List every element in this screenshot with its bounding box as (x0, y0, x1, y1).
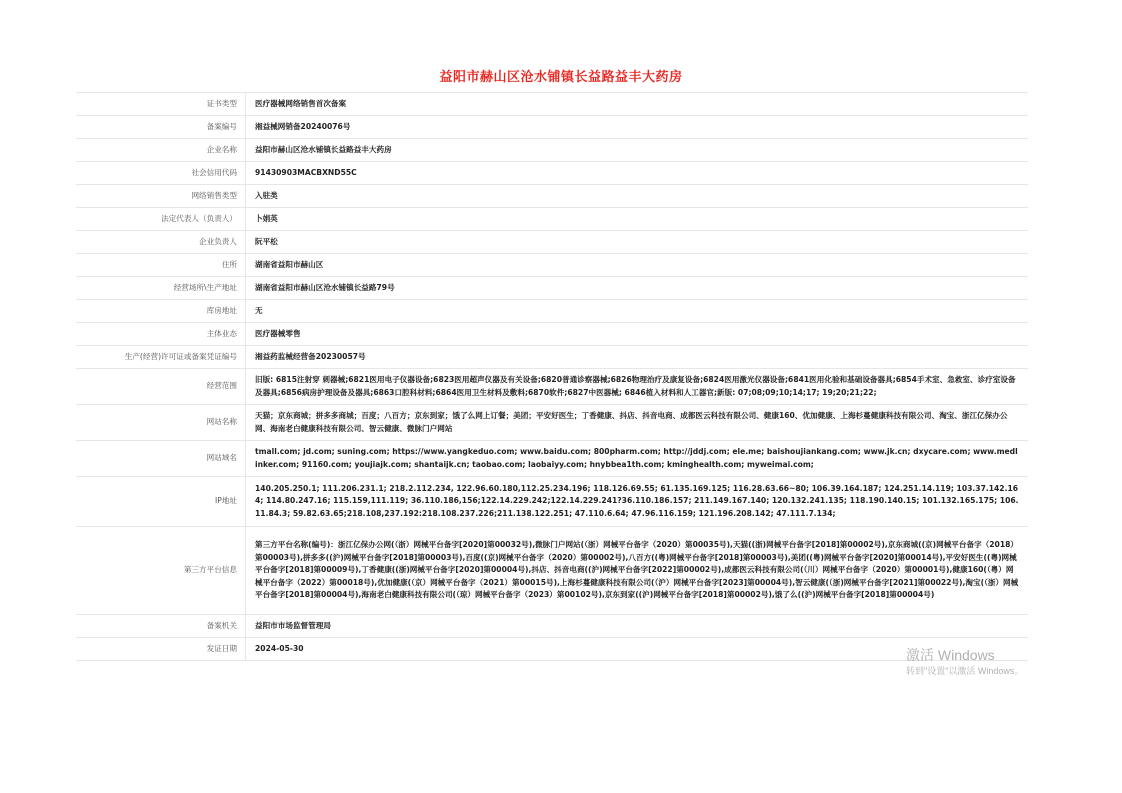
row-value: 入驻类 (246, 185, 1029, 208)
table-row (76, 162, 1028, 185)
table-row (76, 638, 1028, 661)
row-value: 医疗器械零售 (246, 323, 1029, 346)
table-row (76, 527, 1028, 615)
row-label: 发证日期 (76, 638, 246, 661)
table-row (76, 116, 1028, 139)
row-label: 经营范围 (76, 369, 246, 405)
table-row (76, 441, 1028, 477)
table-row (76, 93, 1028, 116)
watermark-subtitle: 转到"设置"以激活 Windows。 (906, 666, 1024, 676)
row-value: 阮平松 (246, 231, 1029, 254)
table-row (76, 346, 1028, 369)
row-label: 网站域名 (76, 441, 246, 477)
row-label: 企业名称 (76, 139, 246, 162)
row-label: 备案编号 (76, 116, 246, 139)
row-value: 益阳市市场监督管理局 (246, 615, 1029, 638)
table-row (76, 369, 1028, 405)
row-value: tmall.com; jd.com; suning.com; https://www.yangkeduo.com; www.baidu.com; 800pharm.com; http://jddj.com; ele.me; baishoujiankang.com; www.jk.cn; dxycare.com; www.medlinker.com; 91160.com; youjiajk.com; shantaijk.cn; taobao.com; laobaiyy.com; hnybbea1th.com; kminghealth.com; myweimai.com; (246, 441, 1029, 477)
record-table (76, 92, 1028, 661)
table-row (76, 139, 1028, 162)
table-row (76, 185, 1028, 208)
row-value: 91430903MACBXND55C (246, 162, 1029, 185)
row-value: 湖南省益阳市赫山区沧水铺镇长益路79号 (246, 277, 1029, 300)
row-value: 2024-05-30 (246, 638, 1029, 661)
row-value: 无 (246, 300, 1029, 323)
row-label: 法定代表人（负责人） (76, 208, 246, 231)
page-title: 益阳市赫山区沧水铺镇长益路益丰大药房 (439, 70, 683, 85)
table-row (76, 277, 1028, 300)
row-label: 证书类型 (76, 93, 246, 116)
row-label: 第三方平台信息 (76, 527, 246, 615)
row-label: 网站名称 (76, 405, 246, 441)
row-value: 湘益药监械经营备20230057号 (246, 346, 1029, 369)
row-value: 旧版: 6815注射穿 刺器械;6821医用电子仪器设备;6823医用超声仪器及有关设备;6820普通诊察器械;6826物理治疗及康复设备;6824医用激光仪器设备;6841医用化验和基础设备器具;6854手术室、急救室、诊疗室设备及器具;6856病房护理设备及器具;6863口腔科材料;6864医用卫生材料及敷料;6870软件;6827中医器械; 6846植入材料和人工器官;新版: 07;08;09;10;14;17; 19;20;21;22; (246, 369, 1029, 405)
row-label: 社会信用代码 (76, 162, 246, 185)
table-row (76, 231, 1028, 254)
row-value: 湘益械网销备20240076号 (246, 116, 1029, 139)
watermark-title: 激活 Windows (906, 647, 995, 663)
row-value: 医疗器械网络销售首次备案 (246, 93, 1029, 116)
row-label: 住所 (76, 254, 246, 277)
row-label: 备案机关 (76, 615, 246, 638)
row-label: 企业负责人 (76, 231, 246, 254)
table-row (76, 477, 1028, 527)
row-value: 湖南省益阳市赫山区 (246, 254, 1029, 277)
row-value: 140.205.250.1; 111.206.231.1; 218.2.112.234, 122.96.60.180,112.25.234.196; 118.126.69.55; 61.135.169.125; 116.28.63.66~80; 106.39.164.187; 124.251.14.119; 103.37.142.164; 114.80.247.16; 115.159,111.119; 36.110.186,156;122.14.229.242;122.14.229.241?36.110.186.157; 211.149.167.140; 120.132.241.135; 118.190.140.15; 101.132.165.175; 106.11.84.3; 59.82.63.65;218.108,237.192:218.108.237.226;211.138.122.251; 47.110.6.64; 47.96.116.159; 121.196.208.142; 47.111.7.134; (246, 477, 1029, 527)
table-row (76, 615, 1028, 638)
row-label: 主体业态 (76, 323, 246, 346)
row-value: 益阳市赫山区沧水铺镇长益路益丰大药房 (246, 139, 1029, 162)
row-label: 网络销售类型 (76, 185, 246, 208)
row-label: 经营场所\生产地址 (76, 277, 246, 300)
table-row (76, 208, 1028, 231)
table-row (76, 254, 1028, 277)
row-label: 库房地址 (76, 300, 246, 323)
table-row (76, 323, 1028, 346)
windows-activation-watermark (906, 646, 1030, 678)
row-value: 卜娟英 (246, 208, 1029, 231)
row-value: 天猫；京东商城；拼多多商城；百度；八百方；京东到家；饿了么网上订餐；美团；平安好医生；丁香健康、抖店、抖音电商、成都医云科技有限公司、健康160、优加健康、上海杉蔓健康科技有限公司、淘宝、浙江亿保办公网、海南老白健康科技有限公司、智云健康、微脉门户网站 (246, 405, 1029, 441)
table-row (76, 405, 1028, 441)
row-label: IP地址 (76, 477, 246, 527)
row-value: 第三方平台名称(编号)：浙江亿保办公网(（浙）网械平台备字[2020]第00032号),微脉门户网站(（浙）网械平台备字（2020）第00035号),天猫((浙)网械平台备字[2018]第00002号),京东商城((京)网械平台备字（2018）第00003号),拼多多((沪)网械平台备字[2018]第00003号),百度((京)网械平台备字（2020）第00002号),八百方((粤)网械平台备字[2018]第00003号),美团((粤)网械平台备字[2020]第00014号),平安好医生((粤)网械平台备字[2018]第00009号),丁香健康((浙)网械平台备字[2020]第00004号),抖店、抖音电商((沪)网械平台备字[2022]第00002号),成都医云科技有限公司(（川）网械平台备字（2020）第00001号),健康160(（粤）网械平台备字（2022）第00018号),优加健康(（京）网械平台备字（2021）第00015号),上海杉蔓健康科技有限公司(（沪）网械平台备字[2023]第00004号),智云健康(（浙)网械平台备字[2021]第00022号),淘宝(（浙）网械平台备字[2018]第00004号),海南老白健康科技有限公司(（琼）网械平台备字（2023）第00102号),京东到家((沪)网械平台备字[2018]第00002号),饿了么((沪)网械平台备字[2018]第00004号) (246, 527, 1029, 615)
table-row (76, 300, 1028, 323)
row-label: 生产(经营)许可证或备案凭证编号 (76, 346, 246, 369)
